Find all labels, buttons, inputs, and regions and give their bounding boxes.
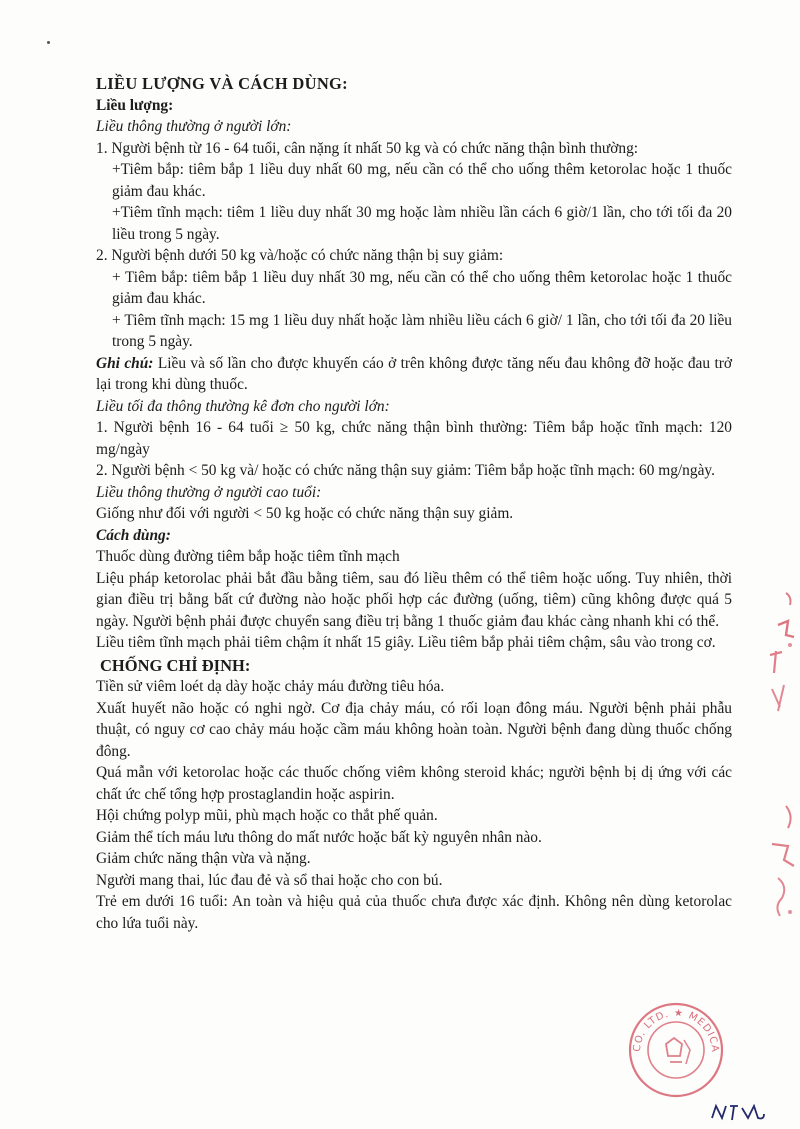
admin-paragraph-3: Liều tiêm tĩnh mạch phải tiêm chậm ít nhất 15 giây. Liều tiêm bắp phải tiêm chậm, sâu vào trong cơ. [96,634,716,651]
contraindication-7: Người mang thai, lúc đau đẻ và sổ thai hoặc cho con bú. [96,871,443,889]
adult-item-1-iv: +Tiêm tĩnh mạch: tiêm 1 liều duy nhất 30 mg hoặc làm nhiều lần cách 6 giờ/1 lần, cho tới tối đa 20 liều trong 5 ngày. [112,204,732,243]
note-label: Ghi chú: [96,354,154,372]
contraindication-6: Giảm chức năng thận vừa và nặng. [96,850,311,867]
handwritten-initials [708,1100,768,1126]
section-title-dosage: LIỀU LƯỢNG VÀ CÁCH DÙNG: [96,74,348,93]
adult-item-2-iv: + Tiêm tĩnh mạch: 15 mg 1 liều duy nhất hoặc làm nhiều liều cách 6 giờ/ 1 lần, cho tới tối đa 20 liều trong 5 ngày. [112,311,732,350]
contraindication-4: Hội chứng polyp mũi, phù mạch hoặc co thắt phế quản. [96,807,438,824]
elderly-text: Giống như đối với người < 50 kg hoặc có chức năng thận suy giảm. [96,505,514,522]
margin-stamp-fragment-lower [760,800,800,940]
contraindication-2: Xuất huyết não hoặc có nghi ngờ. Cơ địa chảy máu, có rối loạn đông máu. Người bệnh phải phẫu thuật, có nguy cơ cao chảy máu hoặc cầm máu không hoàn toàn. Người bệnh đang dùng thuốc chống đông. [96,699,732,760]
seal-arc-text: CO. LTD. ★ MEDICA [631,1007,721,1054]
usual-adult-heading: Liều thông thường ở người lớn: [96,118,292,135]
admin-paragraph-2: Liệu pháp ketorolac phải bắt đầu bằng tiêm, sau đó liều thêm có thể tiêm hoặc uống. Tuy nhiên, thời gian điều trị bằng bất cứ đường nào hoặc phối hợp các đường (uống, tiêm) cũng không được quá 5 ngày. Người bệnh phải được chuyển sang điều trị bằng 1 thuốc giảm đau khác càng nhanh khi có thể. [96,569,732,630]
admin-paragraph-1: Thuốc dùng đường tiêm bắp hoặc tiêm tĩnh mạch [96,548,400,565]
contraindication-1: Tiền sử viêm loét dạ dày hoặc chảy máu đường tiêu hóa. [96,678,445,695]
contraindication-8: Trẻ em dưới 16 tuổi: An toàn và hiệu quả của thuốc chưa được xác định. Không nên dùng ketorolac cho lứa tuổi này. [96,893,732,932]
margin-stamp-fragment-upper [756,585,800,735]
contraindication-5: Giảm thể tích máu lưu thông do mất nước hoặc bất kỳ nguyên nhân nào. [96,828,542,846]
adult-item-1: 1. Người bệnh từ 16 - 64 tuổi, cân nặng ít nhất 50 kg và có chức năng thận bình thường: [96,139,639,157]
adult-item-2: 2. Người bệnh dưới 50 kg và/hoặc có chức năng thận bị suy giảm: [96,247,504,264]
note-text: Liều và số lần cho được khuyến cáo ở trên không được tăng nếu đau không đỡ hoặc đau trở lại trong khi dùng thuốc. [96,354,732,393]
max-item-1: 1. Người bệnh 16 - 64 tuổi ≥ 50 kg, chức năng thận bình thường: Tiêm bắp hoặc tĩnh mạch: 120 mg/ngày [96,419,732,458]
contraindication-3: Quá mẫn với ketorolac hoặc các thuốc chống viêm không steroid khác; người bệnh bị dị ứng với các chất ức chế tổng hợp prostaglandin hoặc aspirin. [96,764,732,803]
company-seal-stamp [626,1000,726,1100]
dosage-heading: Liều lượng: [96,96,174,114]
adult-item-1-im: +Tiêm bắp: tiêm bắp 1 liều duy nhất 60 mg, nếu cần có thể cho uống thêm ketorolac hoặc 1 thuốc giảm đau khác. [112,161,732,200]
adult-item-2-im: + Tiêm bắp: tiêm bắp 1 liều duy nhất 30 mg, nếu cần có thể cho uống thêm ketorolac hoặc 1 thuốc giảm đau khác. [112,268,732,307]
document-body [96,73,732,934]
administration-heading: Cách dùng: [96,526,171,544]
scan-speck [47,41,50,44]
max-item-2: 2. Người bệnh < 50 kg và/ hoặc có chức năng thận suy giảm: Tiêm bắp hoặc tĩnh mạch: 60 mg/ngày. [96,462,715,479]
max-dose-heading: Liều tối đa thông thường kê đơn cho người lớn: [96,397,390,415]
elderly-heading: Liều thông thường ở người cao tuổi: [96,483,322,501]
note-paragraph [96,353,732,396]
section-title-contraindications: CHỐNG CHỈ ĐỊNH: [100,655,251,675]
